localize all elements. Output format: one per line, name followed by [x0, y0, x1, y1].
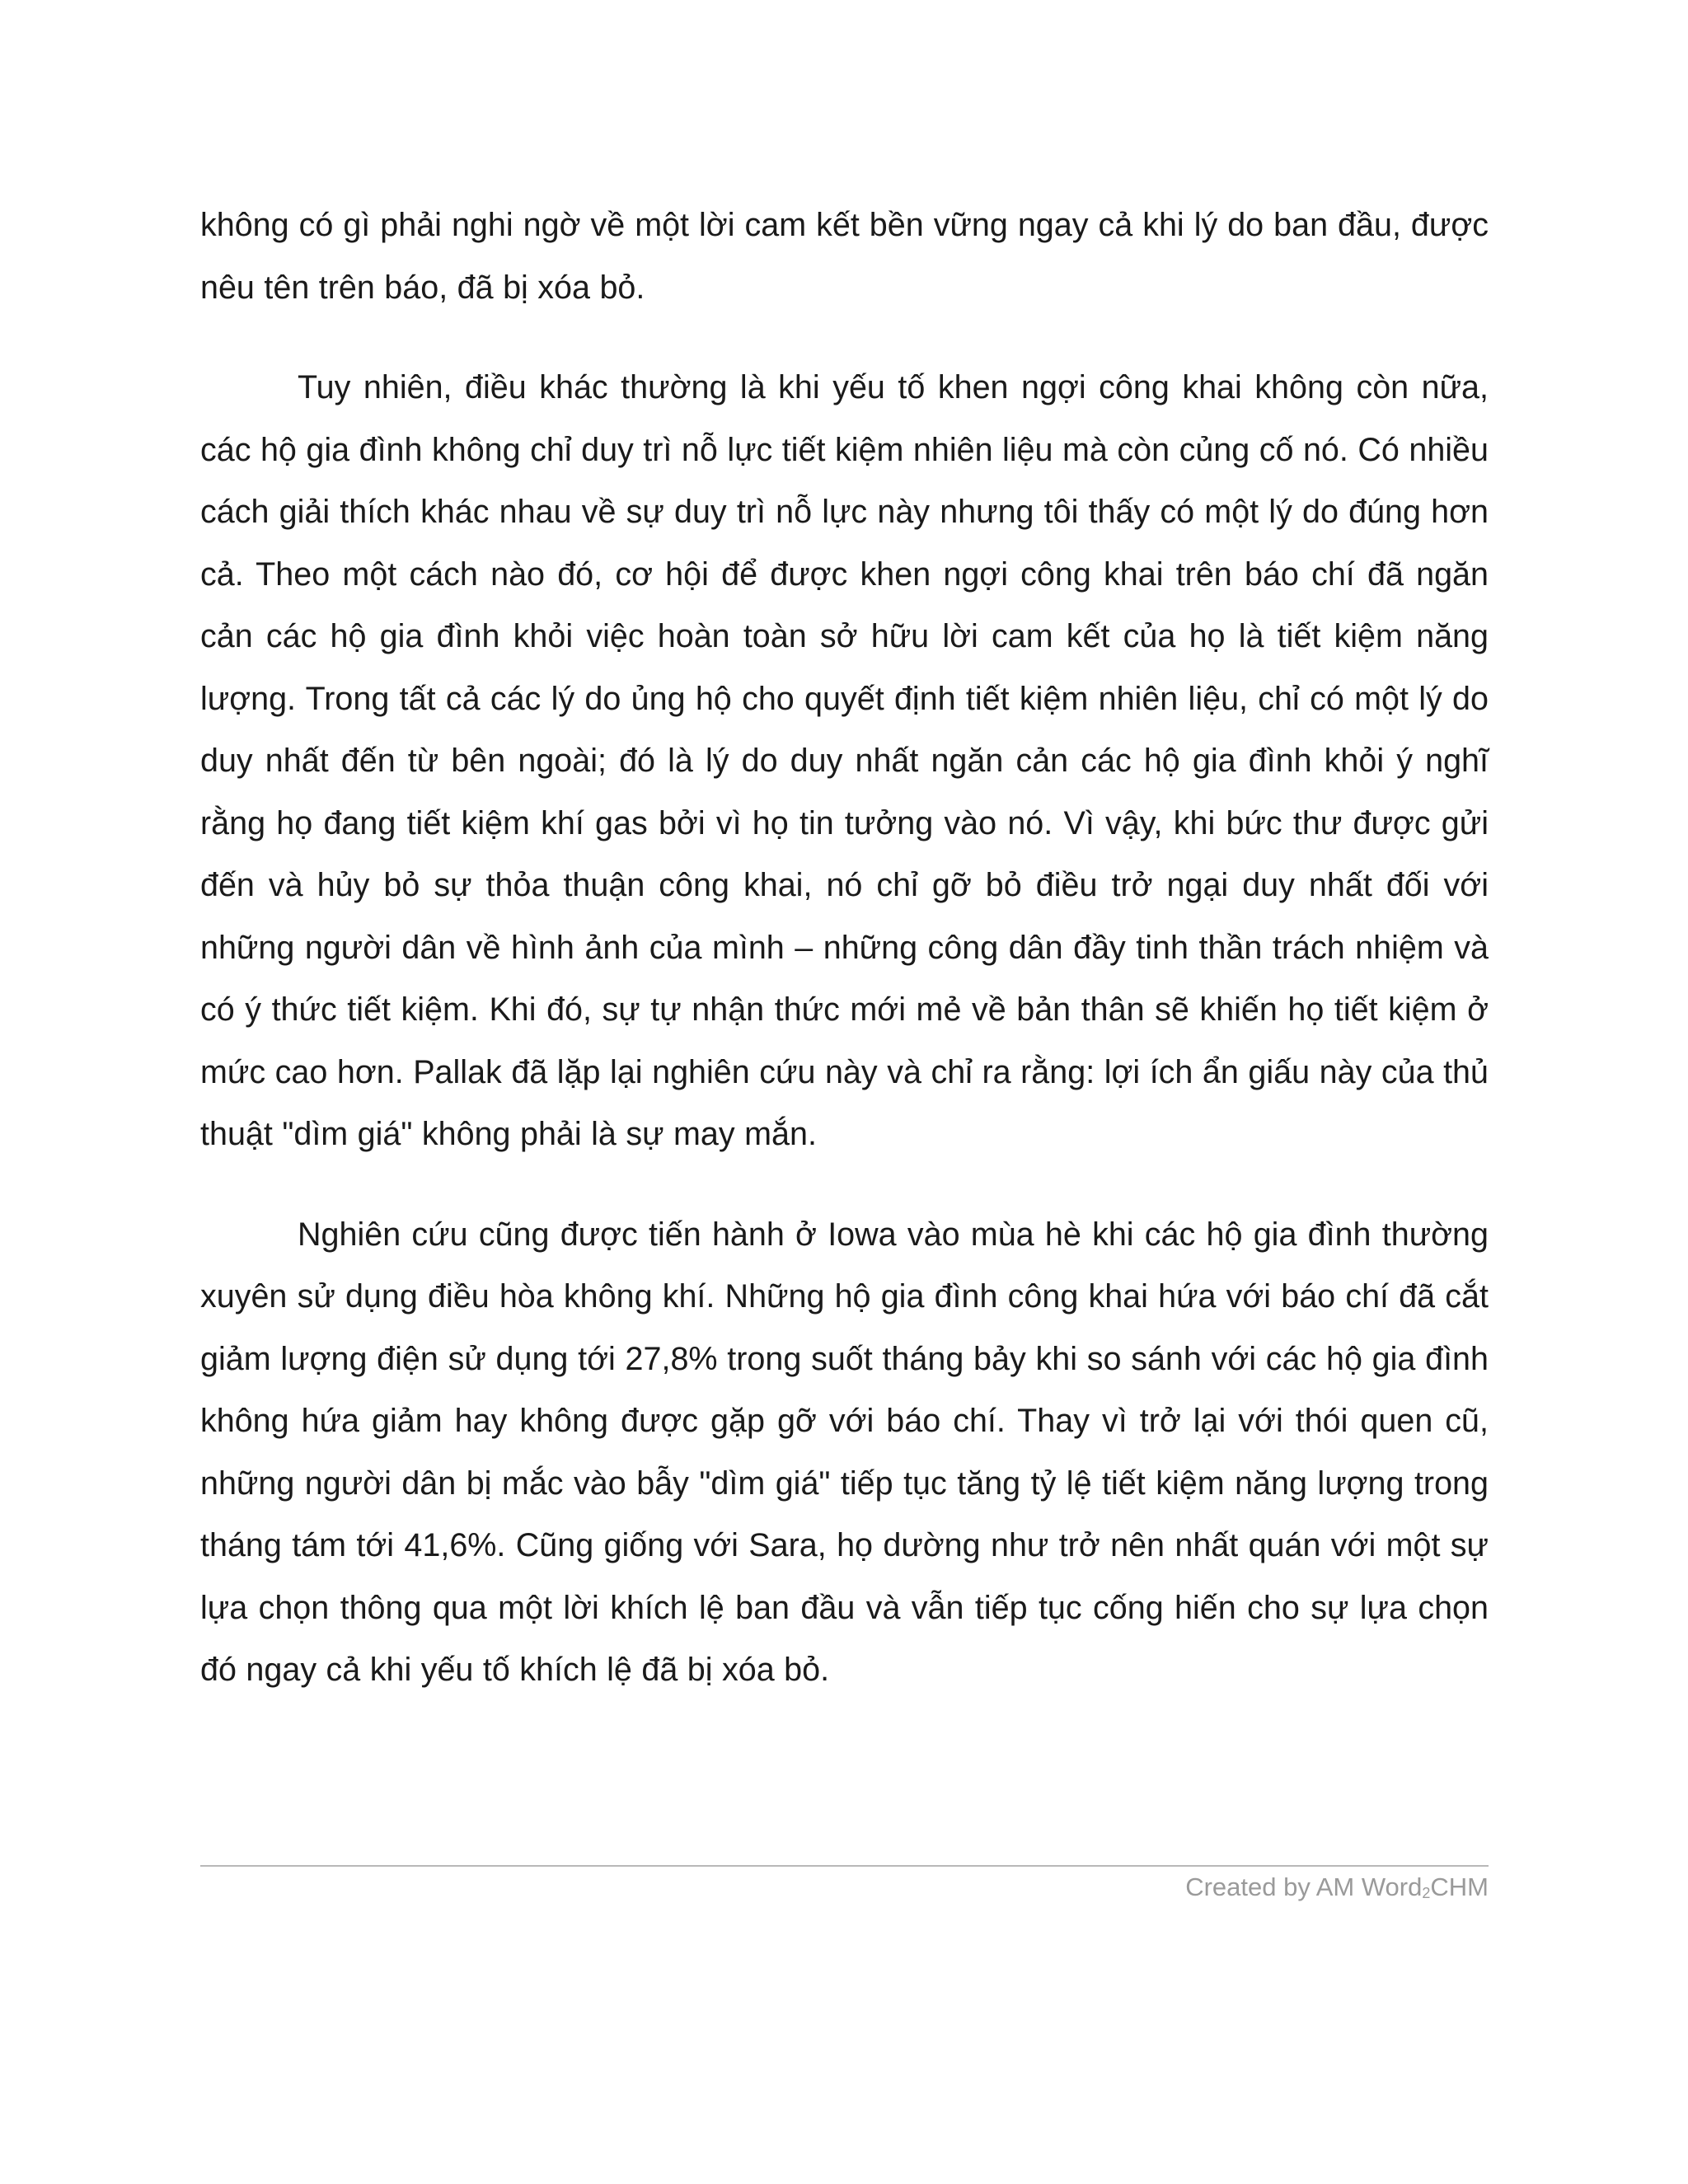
- footer-credit: [1185, 1871, 1489, 1910]
- footer-credit-subscript: 2: [1422, 1885, 1431, 1901]
- paragraph-iowa-study: Nghiên cứu cũng được tiến hành ở Iowa vào mùa hè khi các hộ gia đình thường xuyên sử dụng điều hòa không khí. Những hộ gia đình công khai hứa với báo chí đã cắt giảm lượng điện sử dụng tới 27,8% trong suốt tháng bảy khi so sánh với các hộ gia đình không hứa giảm hay không được gặp gỡ với báo chí. Thay vì trở lại với thói quen cũ, những người dân bị mắc vào bẫy "dìm giá" tiếp tục tăng tỷ lệ tiết kiệm năng lượng trong tháng tám tới 41,6%. Cũng giống với Sara, họ dường như trở nên nhất quán với một sự lựa chọn thông qua một lời khích lệ ban đầu và vẫn tiếp tục cống hiến cho sự lựa chọn đó ngay cả khi yếu tố khích lệ đã bị xóa bỏ.: [200, 1216, 1489, 1688]
- paragraph-continuation: không có gì phải nghi ngờ về một lời cam kết bền vững ngay cả khi lý do ban đầu, được nêu tên trên báo, đã bị xóa bỏ.: [200, 207, 1489, 306]
- footer-credit-suffix: CHM: [1430, 1872, 1489, 1901]
- footer-divider: [200, 1865, 1489, 1867]
- footer-credit-text: Created by AM Word: [1185, 1872, 1423, 1901]
- document-body: [200, 194, 1489, 1702]
- paragraph-explanation: Tuy nhiên, điều khác thường là khi yếu tố khen ngợi công khai không còn nữa, các hộ gia đình không chỉ duy trì nỗ lực tiết kiệm nhiên liệu mà còn củng cố nó. Có nhiều cách giải thích khác nhau về sự duy trì nỗ lực này nhưng tôi thấy có một lý do đúng hơn cả. Theo một cách nào đó, cơ hội để được khen ngợi công khai trên báo chí đã ngăn cản các hộ gia đình khỏi việc hoàn toàn sở hữu lời cam kết của họ là tiết kiệm năng lượng. Trong tất cả các lý do ủng hộ cho quyết định tiết kiệm nhiên liệu, chỉ có một lý do duy nhất đến từ bên ngoài; đó là lý do duy nhất ngăn cản các hộ gia đình khỏi ý nghĩ rằng họ đang tiết kiệm khí gas bởi vì họ tin tưởng vào nó. Vì vậy, khi bức thư được gửi đến và hủy bỏ sự thỏa thuận công khai, nó chỉ gỡ bỏ điều trở ngại duy nhất đối với những người dân về hình ảnh của mình – những công dân đầy tinh thần trách nhiệm và có ý thức tiết kiệm. Khi đó, sự tự nhận thức mới mẻ về bản thân sẽ khiến họ tiết kiệm ở mức cao hơn. Pallak đã lặp lại nghiên cứu này và chỉ ra rằng: lợi ích ẩn giấu này của thủ thuật "dìm giá" không phải là sự may mắn.: [200, 369, 1489, 1152]
